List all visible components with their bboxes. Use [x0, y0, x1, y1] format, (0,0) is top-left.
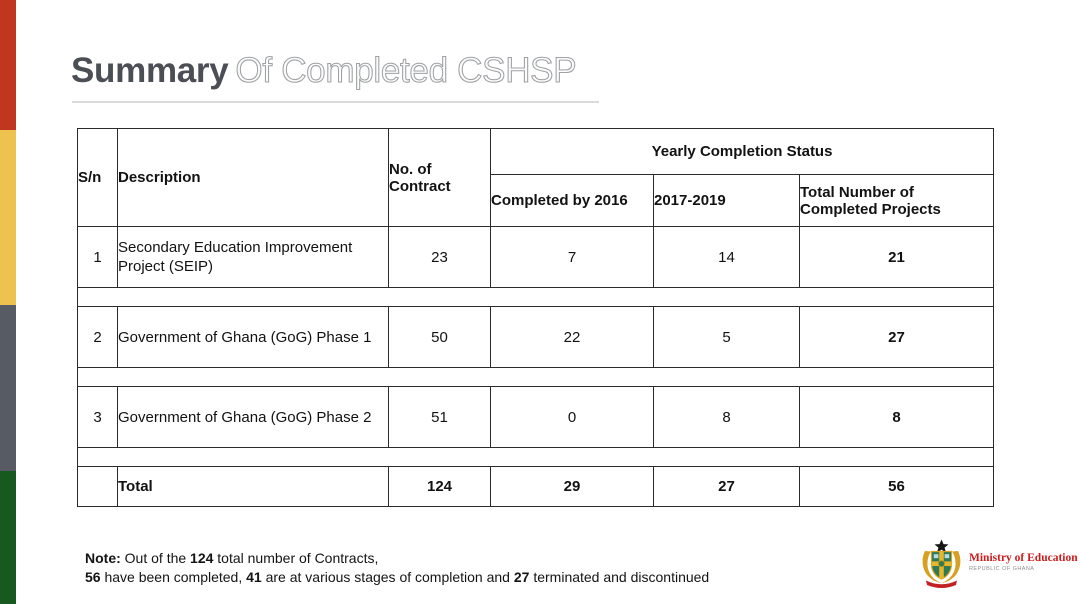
note-text: [85, 549, 709, 586]
page-title-light: Of Completed CSHSP: [235, 51, 577, 90]
cell-total-completed: 27: [800, 307, 994, 368]
spacer-cell: [78, 288, 994, 307]
spacer-cell: [78, 448, 994, 467]
table-header-row-top: [78, 129, 994, 175]
note-line-1: [85, 549, 709, 568]
cell-sn: 1: [78, 227, 118, 288]
note-line-2: [85, 568, 709, 587]
total-completed-2016: 29: [491, 467, 654, 507]
header-yearly-completion-status: Yearly Completion Status: [491, 129, 994, 175]
note-segment: terminated and discontinued: [529, 568, 710, 585]
note-in-progress-count: 41: [246, 568, 262, 585]
cell-total-completed: 8: [800, 387, 994, 448]
color-bar-gray-segment: [0, 305, 16, 471]
total-completed-projects: 56: [800, 467, 994, 507]
republic-of-ghana-label: REPUBLIC OF GHANA: [969, 566, 1035, 572]
summary-table: [77, 128, 994, 507]
note-segment: are at various stages of completion and: [261, 568, 514, 585]
color-bar-green-segment: [0, 471, 16, 604]
cell-description: Government of Ghana (GoG) Phase 2: [118, 387, 389, 448]
ministry-name: Ministry of Education: [969, 552, 1078, 564]
cell-sn: 3: [78, 387, 118, 448]
cell-contracts: 51: [389, 387, 491, 448]
table-row-gog-phase2: [78, 387, 994, 448]
header-sn: S/n: [78, 129, 118, 227]
cell-contracts: 50: [389, 307, 491, 368]
note-segment: total number of Contracts,: [213, 550, 379, 566]
title-underline-divider: [72, 101, 599, 103]
ministry-logo-text: [969, 539, 1078, 572]
note-terminated-count: 27: [513, 568, 530, 585]
page-title-bold: Summary: [71, 51, 229, 90]
header-total-completed-projects: Total Number of Completed Projects: [800, 175, 994, 227]
cell-sn-empty: [78, 467, 118, 507]
ghana-coat-of-arms-icon: [919, 539, 964, 588]
header-no-of-contract: No. of Contract: [389, 129, 491, 227]
spacer-row: [78, 368, 994, 387]
total-2017-2019: 27: [654, 467, 800, 507]
cell-completed-2016: 22: [491, 307, 654, 368]
cell-2017-2019: 8: [654, 387, 800, 448]
table-row-gog-phase1: [78, 307, 994, 368]
spacer-row: [78, 448, 994, 467]
cell-contracts: 23: [389, 227, 491, 288]
ministry-logo: [919, 539, 1078, 588]
cell-description: Government of Ghana (GoG) Phase 1: [118, 307, 389, 368]
cell-2017-2019: 14: [654, 227, 800, 288]
header-description: Description: [118, 129, 389, 227]
page-title: [71, 53, 576, 89]
header-2017-2019: 2017-2019: [654, 175, 800, 227]
table-row-seip: [78, 227, 994, 288]
total-label: Total: [118, 467, 389, 507]
note-label: Note:: [85, 550, 121, 566]
color-bar-red-segment: [0, 0, 16, 130]
note-segment: have been completed,: [100, 568, 247, 585]
note-total-contracts: 124: [190, 550, 214, 566]
left-color-bar: [0, 0, 16, 604]
cell-completed-2016: 0: [491, 387, 654, 448]
spacer-cell: [78, 368, 994, 387]
note-completed-count: 56: [85, 568, 101, 585]
cell-completed-2016: 7: [491, 227, 654, 288]
header-completed-by-2016: Completed by 2016: [491, 175, 654, 227]
cell-2017-2019: 5: [654, 307, 800, 368]
total-contracts: 124: [389, 467, 491, 507]
cell-sn: 2: [78, 307, 118, 368]
note-segment: Out of the: [120, 550, 191, 566]
color-bar-yellow-segment: [0, 130, 16, 305]
cell-description: Secondary Education Improvement Project (SEIP): [118, 227, 389, 288]
table-total-row: [78, 467, 994, 507]
cell-total-completed: 21: [800, 227, 994, 288]
spacer-row: [78, 288, 994, 307]
